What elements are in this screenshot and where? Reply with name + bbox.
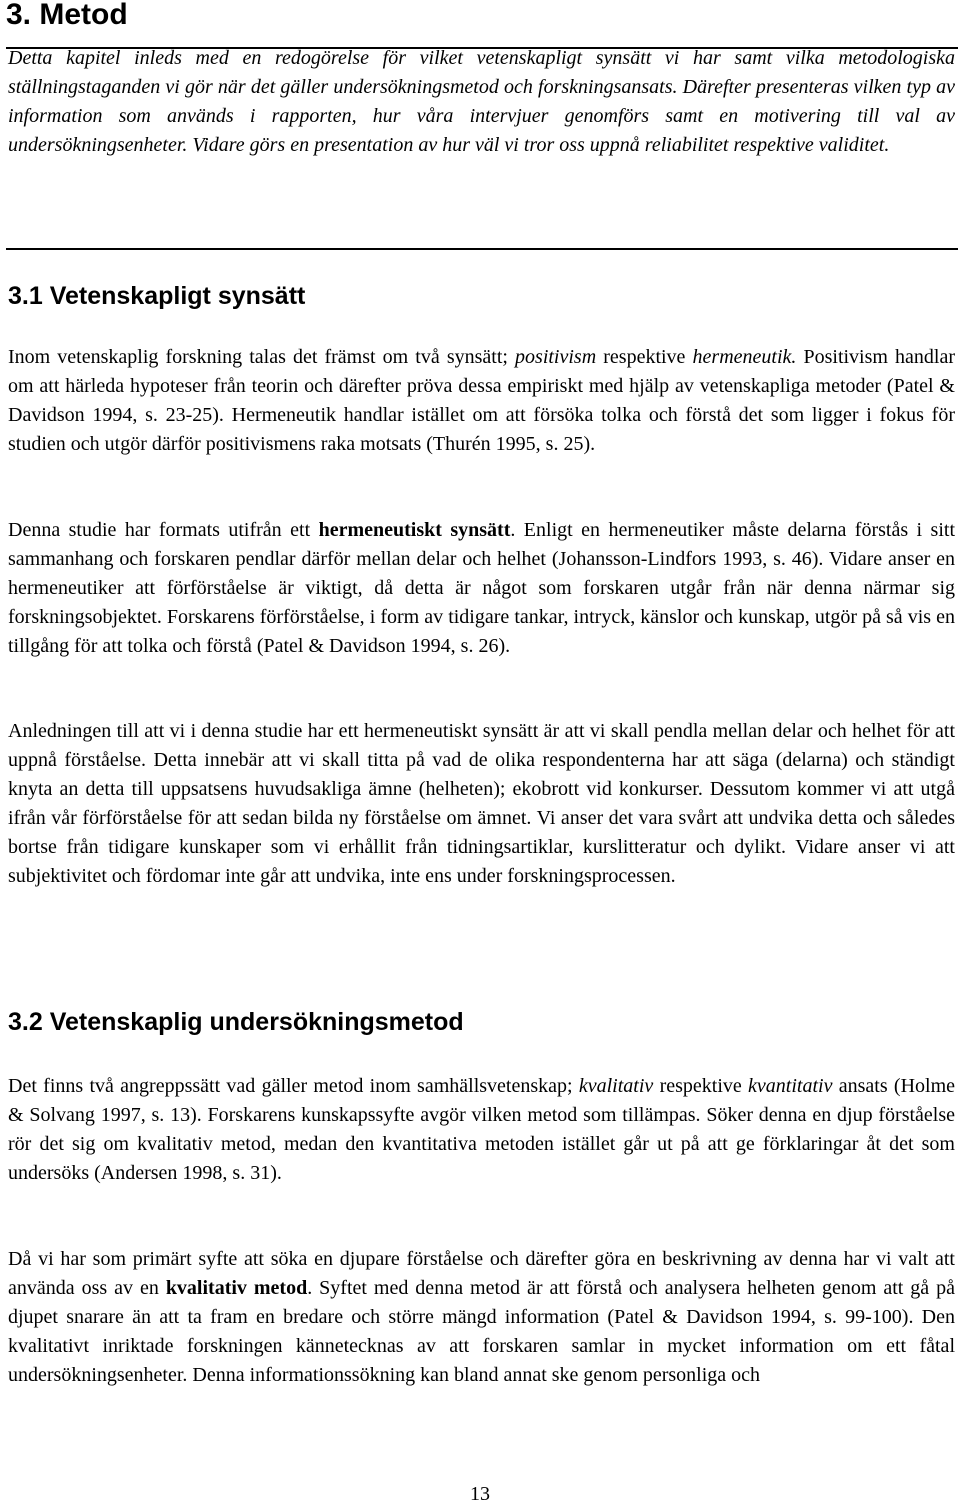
text-run: respektive	[596, 346, 693, 368]
chapter-heading: 3. Metod	[6, 0, 128, 31]
term-hermeneutik: hermeneutik.	[692, 346, 797, 368]
text-run: Då vi har som primärt syfte att söka en djupare förståelse och därefter göra en beskrivning av denna har vi valt att använda oss av en	[8, 1248, 955, 1299]
text-run: respektive	[653, 1075, 749, 1097]
section-3-1-paragraph-2	[8, 516, 955, 661]
abstract-bottom-rule	[6, 248, 958, 250]
section-3-2-paragraph-2	[8, 1245, 955, 1390]
text-run: Positivism handlar om att härleda hypoteser från teorin och därefter pröva dessa empiriskt med hjälp av vetenskapliga metoder (Patel & Davidson 1994, s. 23-25). Hermeneutik handlar istället om att försöka tolka och förstå det som ligger i fokus för studien och utgör därför positivismens raka motsats (Thurén 1995, s. 25).	[8, 346, 956, 455]
chapter-abstract: Detta kapitel inleds med en redogörelse för vilket vetenskapligt synsätt vi har samt vilka metodologiska ställningstaganden vi gör när det gäller undersökningsmetod och forskningsansats. Därefter presenteras vilken typ av information som används i rapporten, hur våra intervjuer genomförs samt en motivering till val av undersökningsenheter. Vidare görs en presentation av hur väl vi tror oss uppnå reliabilitet respektive validitet.	[8, 47, 955, 156]
text-run: Denna studie har formats utifrån ett	[8, 519, 319, 541]
section-heading-3-1: 3.1 Vetenskapligt synsätt	[8, 282, 306, 310]
section-3-1-paragraph-3: Anledningen till att vi i denna studie har ett hermeneutiskt synsätt är att vi skall pendla mellan delar och helhet för att uppnå förståelse. Detta innebär att vi skall titta på vad de olika respondenterna har att säga (delarna) och ständigt knyta an detta till uppsatsens huvudsakliga ämne (helheten); ekobrott vid konkurser. Dessutom kommer vi att utgå ifrån vår förförståelse för att sedan bilda ny förståelse om ämnet. Vi anser det vara svårt att undvika detta och således bortse från tidigare kunskaper som vi erhållit från tidningsartiklar, kurslitteratur och dylikt. Vidare anser vi att subjektivitet och fördomar inte går att undvika, inte ens under forskningsprocessen.	[8, 720, 955, 887]
text-run: Det finns två angreppssätt vad gäller metod inom samhällsvetenskap;	[8, 1075, 579, 1097]
term-hermeneutiskt-synsatt: hermeneutiskt synsätt	[318, 519, 511, 541]
page-number: 13	[470, 1483, 490, 1505]
term-positivism: positivism	[515, 346, 597, 368]
text-run: Inom vetenskaplig forskning talas det främst om två synsätt;	[8, 346, 516, 368]
term-kvantitativ: kvantitativ	[748, 1075, 833, 1097]
text-run: ansats (Holme & Solvang 1997, s. 13). Forskarens kunskapssyfte avgör vilken metod som tillämpas. Söker denna en djup förståelse rör det sig om kvalitativ metod, medan den kvantitativa metoden istället går ut på att ge förklaringar åt det som undersöks (Andersen 1998, s. 31).	[8, 1075, 956, 1184]
text-run: . Enligt en hermeneutiker måste delarna förstås i sitt sammanhang och forskaren pendlar därför mellan delar och helhet (Johansson-Lindfors 1993, s. 46). Vidare anser en hermeneutiker att förförståelse är viktigt, då detta är något som forskaren utgår från när denna närmar sig forskningsobjektet. Forskarens förförståelse, i form av tidigare tankar, intryck, känslor och kunskap, utgör på så vis en tillgång för att tolka och förstå (Patel & Davidson 1994, s. 26).	[8, 519, 955, 657]
section-heading-3-2: 3.2 Vetenskaplig undersökningsmetod	[8, 1008, 464, 1036]
term-kvalitativ-metod: kvalitativ metod	[165, 1277, 308, 1299]
section-3-1-paragraph-1	[8, 343, 955, 459]
section-3-2-paragraph-1	[8, 1072, 955, 1188]
text-run: . Syftet med denna metod är att förstå och analysera helheten genom att gå på djupet snarare än att ta fram en bredare och större mängd information (Patel & Davidson 1994, s. 99-100). Den kvalitativt inriktade forskningen kännetecknas av att forskaren samlar in mycket information om ett fåtal undersökningsenheter. Denna informationssökning kan bland annat ske genom personliga och	[8, 1277, 956, 1386]
term-kvalitativ: kvalitativ	[578, 1075, 654, 1097]
